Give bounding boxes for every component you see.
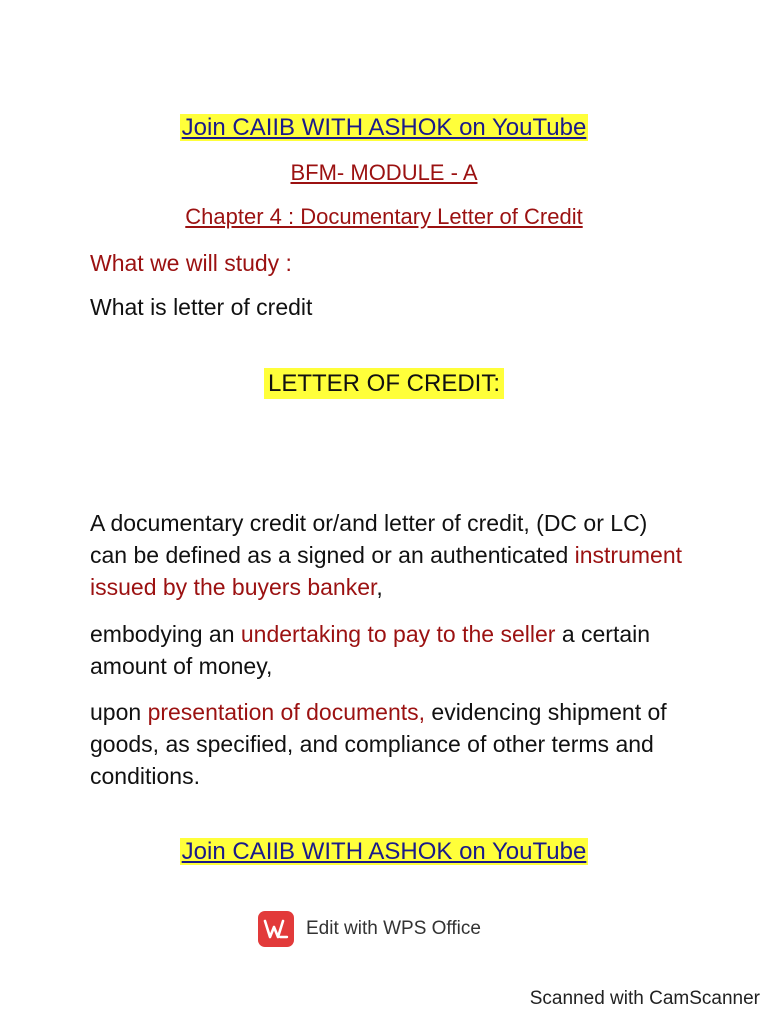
wps-label: Edit with WPS Office — [306, 918, 481, 939]
module-title — [0, 160, 768, 186]
youtube-banner-bottom — [0, 838, 768, 866]
youtube-banner-top — [0, 114, 768, 142]
wps-edit-button[interactable] — [258, 911, 481, 947]
youtube-link-bottom[interactable]: Join CAIIB WITH ASHOK on YouTube — [181, 838, 587, 865]
paragraph-1-highlight: instrument issued by the buyers banker — [90, 542, 683, 600]
paragraph-1-text: A documentary credit or/and letter of credit, (DC or LC) can be defined as a signed or an authenticated — [90, 510, 648, 568]
study-item: What is letter of credit — [90, 294, 313, 320]
paragraph-2-text: embodying an — [90, 621, 241, 647]
wps-logo-icon — [258, 911, 294, 947]
camscanner-watermark: Scanned with CamScanner — [529, 988, 760, 1009]
module-label: BFM- MODULE - A — [290, 160, 478, 185]
paragraph-3-tail: evidencing shipment of goods, as specified, and compliance of other terms and conditions. — [90, 699, 667, 789]
paragraph-3-highlight: presentation of documents, — [147, 699, 426, 725]
paragraph-2-highlight: undertaking to pay to the seller — [240, 621, 556, 647]
paragraph-definition — [90, 507, 690, 603]
section-title-wrap — [0, 370, 768, 398]
study-heading: What we will study : — [90, 250, 292, 276]
paragraph-undertaking — [90, 618, 690, 682]
paragraph-presentation — [90, 696, 690, 792]
paragraph-1-tail: , — [376, 574, 383, 600]
section-title: LETTER OF CREDIT: — [264, 368, 504, 399]
chapter-label: Chapter 4 : Documentary Letter of Credit — [185, 204, 583, 229]
paragraph-3-text: upon — [90, 699, 148, 725]
chapter-title — [0, 204, 768, 230]
youtube-link-top[interactable]: Join CAIIB WITH ASHOK on YouTube — [181, 114, 587, 141]
paragraph-2-tail: a certain amount of money, — [90, 621, 651, 679]
